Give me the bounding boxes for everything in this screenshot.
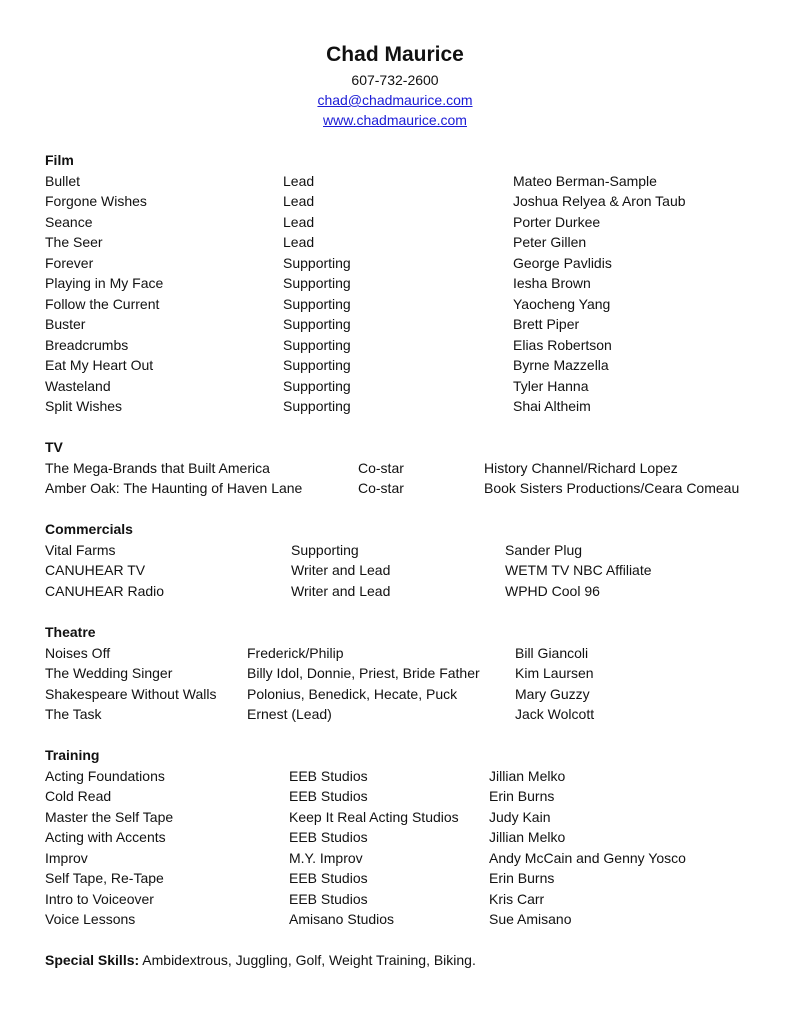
- credit-row: [0, 786, 790, 806]
- credit-title: Forever: [45, 254, 94, 271]
- credit-director: Shai Altheim: [513, 398, 591, 414]
- credit-role: Ernest (Lead): [247, 706, 332, 722]
- special-skills-label: Special Skills:: [45, 952, 140, 968]
- credit-role: Lead: [283, 234, 315, 250]
- credit-title: Buster: [45, 316, 86, 332]
- credit-director: WETM TV NBC Affiliate: [505, 562, 652, 578]
- credit-row: [0, 232, 790, 252]
- credit-row: [0, 335, 790, 355]
- credit-row: [0, 868, 790, 888]
- credit-row: [0, 212, 790, 232]
- credit-director: Erin Burns: [489, 788, 555, 804]
- credit-director: WPHD Cool 96: [505, 582, 600, 599]
- credit-role: EEB Studios: [289, 870, 368, 886]
- credit-role: Supporting: [283, 398, 351, 414]
- credit-row: [0, 294, 790, 314]
- credit-director: Sander Plug: [505, 541, 583, 558]
- credit-title: Playing in My Face: [45, 275, 164, 291]
- credit-role: Amisano Studios: [289, 911, 395, 927]
- credit-director: Mary Guzzy: [515, 685, 590, 702]
- credit-title: Noises Off: [45, 644, 111, 661]
- credit-title: CANUHEAR Radio: [45, 582, 165, 599]
- credit-director: Kris Carr: [489, 890, 545, 907]
- credit-title: Vital Farms: [45, 541, 116, 558]
- credit-role: Co-star: [358, 480, 404, 496]
- credit-director: Erin Burns: [489, 870, 555, 886]
- credit-role: M.Y. Improv: [289, 849, 363, 866]
- website-link[interactable]: www.chadmaurice.com: [323, 112, 467, 128]
- credit-row: [0, 540, 790, 560]
- credit-director: Yaocheng Yang: [513, 295, 611, 312]
- credit-director: Jack Wolcott: [515, 706, 595, 722]
- credit-title: Split Wishes: [45, 398, 123, 414]
- credit-director: Joshua Relyea & Aron Taub: [513, 193, 686, 209]
- credit-row: [0, 273, 790, 293]
- credit-director: Andy McCain and Genny Yosco: [489, 849, 686, 866]
- credit-title: The Seer: [45, 234, 103, 250]
- credit-row: [0, 191, 790, 211]
- actor-name: Chad Maurice: [326, 43, 464, 66]
- credit-title: Master the Self Tape: [45, 808, 174, 825]
- credit-title: Improv: [45, 849, 88, 866]
- credit-row: [0, 909, 790, 929]
- credit-row: [0, 827, 790, 847]
- credit-role: Lead: [283, 172, 315, 189]
- resume-header: [0, 40, 790, 130]
- section-title-tv: TV: [45, 439, 63, 455]
- credit-director: Iesha Brown: [513, 275, 591, 291]
- credit-role: EEB Studios: [289, 788, 368, 804]
- credit-row: [0, 376, 790, 396]
- credit-title: Breadcrumbs: [45, 336, 129, 353]
- credit-role: Supporting: [291, 541, 359, 558]
- credit-row: [0, 171, 790, 191]
- credit-role: Lead: [283, 213, 315, 230]
- credit-director: Elias Robertson: [513, 336, 612, 353]
- credit-role: Supporting: [283, 295, 351, 312]
- credit-row: [0, 643, 790, 663]
- credit-title: Intro to Voiceover: [45, 890, 154, 907]
- credit-row: [0, 458, 790, 478]
- credit-director: Book Sisters Productions/Ceara Comeau: [484, 480, 740, 496]
- credit-role: Keep It Real Acting Studios: [289, 808, 459, 825]
- credit-role: Lead: [283, 193, 315, 209]
- credit-role: EEB Studios: [289, 829, 368, 845]
- credit-role: Supporting: [283, 275, 351, 291]
- credit-title: Seance: [45, 213, 93, 230]
- section-title-theatre: Theatre: [45, 624, 96, 640]
- credit-title: Wasteland: [45, 377, 111, 394]
- credit-director: Sue Amisano: [489, 911, 572, 927]
- credit-title: Acting with Accents: [45, 829, 166, 845]
- credit-row: [0, 704, 790, 724]
- credit-director: Brett Piper: [513, 316, 580, 332]
- credit-row: [0, 355, 790, 375]
- credit-director: Mateo Berman-Sample: [513, 172, 657, 189]
- credit-row: [0, 396, 790, 416]
- credit-role: Frederick/Philip: [247, 644, 344, 661]
- credit-title: Bullet: [45, 172, 81, 189]
- credit-role: Polonius, Benedick, Hecate, Puck: [247, 685, 458, 702]
- credit-row: [0, 478, 790, 498]
- credit-title: Follow the Current: [45, 295, 160, 312]
- credit-title: Self Tape, Re-Tape: [45, 870, 164, 886]
- credit-director: Bill Giancoli: [515, 644, 589, 661]
- credit-role: Co-star: [358, 459, 404, 476]
- special-skills: [45, 950, 476, 970]
- credit-row: [0, 684, 790, 704]
- credit-director: Tyler Hanna: [513, 377, 589, 394]
- credit-row: [0, 848, 790, 868]
- credit-title: The Wedding Singer: [45, 665, 173, 681]
- section-title-commercials: Commercials: [45, 521, 133, 537]
- credit-title: Cold Read: [45, 788, 112, 804]
- email-link[interactable]: chad@chadmaurice.com: [317, 92, 473, 108]
- credit-row: [0, 807, 790, 827]
- credit-row: [0, 560, 790, 580]
- credit-title: Amber Oak: The Haunting of Haven Lane: [45, 480, 303, 496]
- credit-role: EEB Studios: [289, 890, 368, 907]
- phone-number: 607-732-2600: [351, 72, 439, 88]
- credit-role: Supporting: [283, 316, 351, 332]
- credit-title: Voice Lessons: [45, 911, 136, 927]
- section-title-film: Film: [45, 152, 74, 168]
- credit-row: [0, 253, 790, 273]
- credit-row: [0, 314, 790, 334]
- credit-role: EEB Studios: [289, 767, 368, 784]
- section-title-training: Training: [45, 747, 100, 763]
- credit-title: Eat My Heart Out: [45, 357, 154, 373]
- credit-role: Supporting: [283, 336, 351, 353]
- credit-director: Judy Kain: [489, 808, 551, 825]
- credit-director: Porter Durkee: [513, 213, 601, 230]
- credit-row: [0, 766, 790, 786]
- credit-role: Supporting: [283, 357, 351, 373]
- credit-director: Jillian Melko: [489, 767, 566, 784]
- credit-title: The Mega-Brands that Built America: [45, 459, 270, 476]
- credit-title: Shakespeare Without Walls: [45, 685, 217, 702]
- credit-row: [0, 581, 790, 601]
- credit-role: Writer and Lead: [291, 582, 391, 599]
- credit-title: CANUHEAR TV: [45, 562, 146, 578]
- credit-director: Peter Gillen: [513, 234, 587, 250]
- credit-title: Acting Foundations: [45, 767, 165, 784]
- credit-row: [0, 889, 790, 909]
- special-skills-value: Ambidextrous, Juggling, Golf, Weight Training, Biking.: [139, 952, 476, 968]
- credit-role: Billy Idol, Donnie, Priest, Bride Father: [247, 665, 480, 681]
- credit-role: Supporting: [283, 377, 351, 394]
- credit-title: Forgone Wishes: [45, 193, 147, 209]
- credit-director: Byrne Mazzella: [513, 357, 609, 373]
- credit-director: Jillian Melko: [489, 829, 566, 845]
- credit-role: Writer and Lead: [291, 562, 391, 578]
- credit-title: The Task: [45, 706, 102, 722]
- credit-director: Kim Laursen: [515, 665, 594, 681]
- credit-row: [0, 663, 790, 683]
- credit-director: History Channel/Richard Lopez: [484, 459, 678, 476]
- credit-role: Supporting: [283, 254, 351, 271]
- credit-director: George Pavlidis: [513, 254, 612, 271]
